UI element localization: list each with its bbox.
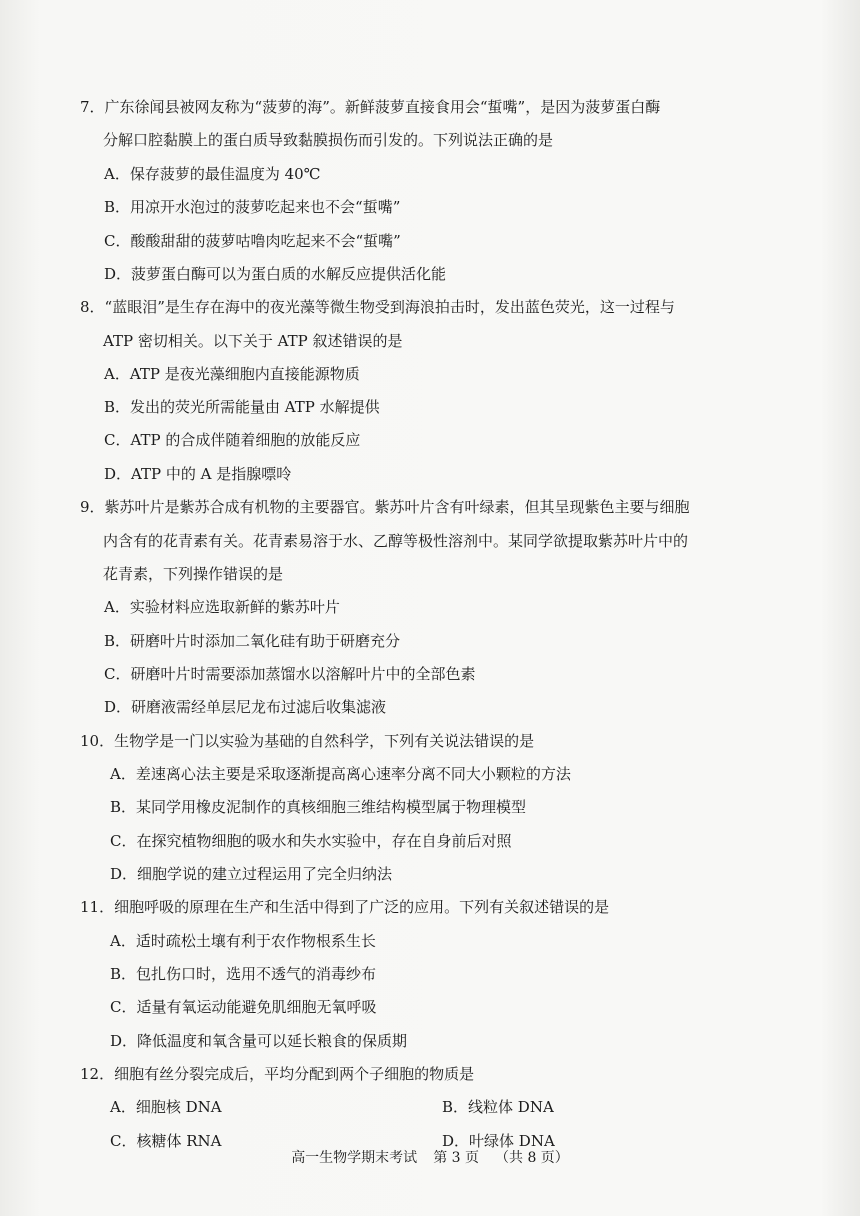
question-8-option-c: C．ATP 的合成伴随着细胞的放能反应 [104, 431, 361, 449]
question-7-option-d: D．菠萝蛋白酶可以为蛋白质的水解反应提供活化能 [104, 265, 447, 283]
question-11-option-c: C．适量有氧运动能避免肌细胞无氧呼吸 [110, 998, 377, 1016]
question-7-line-2: 分解口腔黏膜上的蛋白质导致黏膜损伤而引发的。下列说法正确的是 [103, 131, 554, 149]
question-12-line-1: 12．细胞有丝分裂完成后，平均分配到两个子细胞的物质是 [80, 1065, 475, 1083]
question-9-line-1: 9．紫苏叶片是紫苏合成有机物的主要器官。紫苏叶片含有叶绿素，但其呈现紫色主要与细胞 [80, 498, 690, 516]
question-8-option-b: B．发出的荧光所需能量由 ATP 水解提供 [104, 398, 380, 416]
question-10-option-b: B．某同学用橡皮泥制作的真核细胞三维结构模型属于物理模型 [110, 798, 527, 816]
question-11-option-d: D．降低温度和氧含量可以延长粮食的保质期 [110, 1032, 408, 1050]
question-9-option-b: B．研磨叶片时添加二氧化硅有助于研磨充分 [104, 632, 401, 650]
footer-total-pages: （共 8 页） [495, 1150, 569, 1166]
question-9-option-d: D．研磨液需经单层尼龙布过滤后收集滤液 [104, 698, 387, 716]
footer-page-number: 第 3 页 [433, 1150, 479, 1166]
question-10-option-d: D．细胞学说的建立过程运用了完全归纳法 [110, 865, 393, 883]
question-12-option-c: C．核糖体 RNA [110, 1132, 222, 1150]
question-7-option-b: B．用凉开水泡过的菠萝吃起来也不会“蜇嘴” [104, 198, 401, 216]
question-9-line-3: 花青素，下列操作错误的是 [103, 565, 284, 583]
question-11-option-b: B．包扎伤口时，选用不透气的消毒纱布 [110, 965, 377, 983]
question-11-option-a: A．适时疏松土壤有利于农作物根系生长 [110, 932, 376, 950]
page-footer [0, 1147, 860, 1167]
question-12-option-a: A．细胞核 DNA [110, 1098, 222, 1116]
footer-exam-title: 高一生物学期末考试 [291, 1150, 418, 1166]
question-9-option-c: C．研磨叶片时需要添加蒸馏水以溶解叶片中的全部色素 [104, 665, 476, 683]
question-12-option-d: D．叶绿体 DNA [442, 1132, 555, 1150]
question-8-line-1: 8．“蓝眼泪”是生存在海中的夜光藻等微生物受到海浪拍击时，发出蓝色荧光，这一过程与 [80, 298, 675, 316]
question-12-option-b: B．线粒体 DNA [442, 1098, 554, 1116]
question-9-line-2: 内含有的花青素有关。花青素易溶于水、乙醇等极性溶剂中。某同学欲提取紫苏叶片中的 [103, 532, 689, 550]
question-8-line-2: ATP 密切相关。以下关于 ATP 叙述错误的是 [103, 332, 403, 350]
question-11-line-1: 11．细胞呼吸的原理在生产和生活中得到了广泛的应用。下列有关叙述错误的是 [80, 898, 610, 916]
question-10-option-c: C．在探究植物细胞的吸水和失水实验中，存在自身前后对照 [110, 832, 512, 850]
question-7-option-c: C．酸酸甜甜的菠萝咕噜肉吃起来不会“蜇嘴” [104, 232, 401, 250]
question-10-line-1: 10．生物学是一门以实验为基础的自然科学，下列有关说法错误的是 [80, 732, 535, 750]
question-7-option-a: A．保存菠萝的最佳温度为 40℃ [104, 165, 321, 183]
question-8-option-a: A．ATP 是夜光藻细胞内直接能源物质 [104, 365, 360, 383]
question-7-line-1: 7．广东徐闻县被网友称为“菠萝的海”。新鲜菠萝直接食用会“蜇嘴”，是因为菠萝蛋白酶 [80, 98, 661, 116]
question-9-option-a: A．实验材料应选取新鲜的紫苏叶片 [104, 598, 340, 616]
question-8-option-d: D．ATP 中的 A 是指腺嘌呤 [104, 465, 292, 483]
question-10-option-a: A．差速离心法主要是采取逐渐提高离心速率分离不同大小颗粒的方法 [110, 765, 571, 783]
